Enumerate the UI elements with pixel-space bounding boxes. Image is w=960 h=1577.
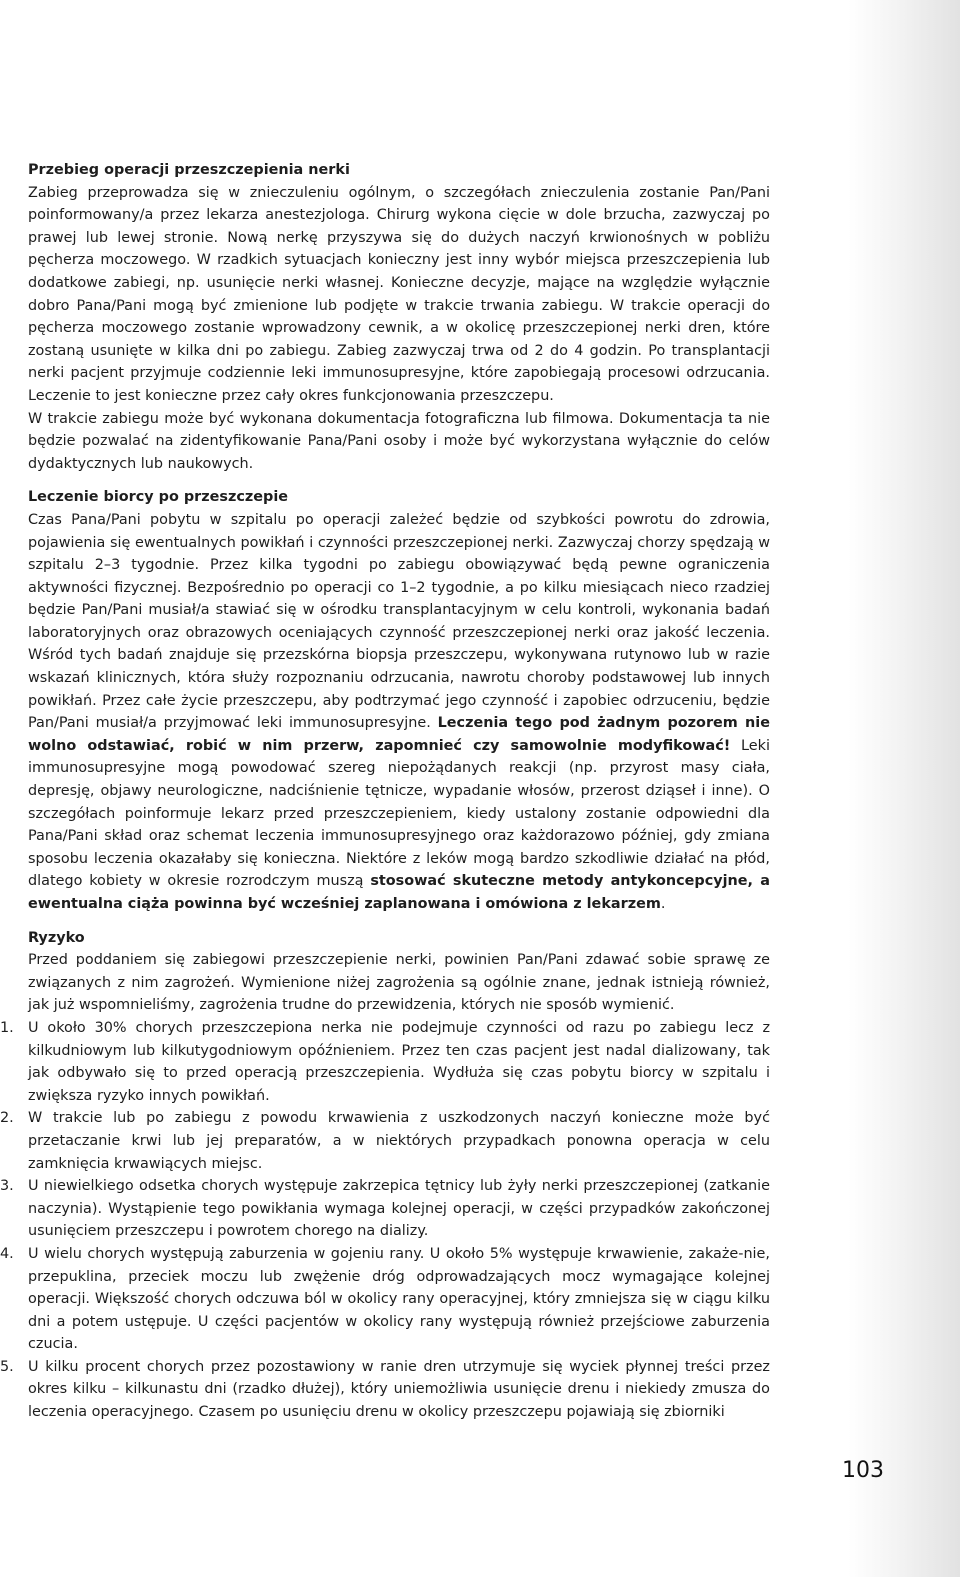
list-item-number: 5. (0, 1358, 14, 1375)
section-recipient-treatment (28, 486, 770, 915)
list-item (0, 1175, 770, 1243)
list-item-text: U kilku procent chorych przez pozostawiony w ranie dren utrzymuje się wyciek płynnej treści przez okres kilku – kilkunastu dni (rzadko dłużej), który uniemożliwia usunięcie drenu i niekiedy zmusza do leczenia operacyjnego. Czasem po usunięciu drenu w okolicy przeszczepu pojawiają się zbiorniki (28, 1358, 770, 1421)
treatment-warning-bold: Leczenia tego pod żadnym pozorem nie wolno odstawiać, robić w nim przerw, zapomnieć czy samowolnie modyfikować! (28, 715, 770, 754)
treatment-text-c: . (660, 896, 666, 912)
list-item-text: U około 30% chorych przeszczepiona nerka nie podejmuje czynności od razu po zabiegu lecz z kilkudniowym lub kilkutygodniowym opóźnieniem. Przez ten czas pacjent jest nadal dializowany, tak jak odbywało się to przed operacją przeszczepienia. Wydłuża się czas pobytu biorcy w szpitalu i zwiększa ryzyko innych powikłań. (28, 1019, 770, 1104)
list-item-number: 4. (0, 1245, 14, 1262)
list-item (0, 1107, 770, 1175)
paragraph-documentation-text: W trakcie zabiegu może być wykonana dokumentacja fotograficzna lub filmowa. Dokumentacja ta nie będzie pozwalać na zidentyfikowanie Pana/Pani osoby i może być wykorzystana wyłącznie do celów dydaktycznych lub naukowych. (28, 410, 770, 472)
list-item-text: U niewielkiego odsetka chorych występuje zakrzepica tętnicy lub żyły nerki przeszczepionej (zatkanie naczynia). Wystąpienie tego powikłania wymaga kolejnej operacji, w części przypadków zakończonej usunięciem przeszczepu i powrotem chorego na dializy. (28, 1178, 770, 1240)
treatment-text-b: Leki immunosupresyjne mogą powodować szereg niepożądanych reakcji (np. przyrost masy ciała, depresję, objawy neurologiczne, nadciśnienie tętnicze, wypadanie włosów, przerost dziąseł i inne). O szczegółach poinformuje lekarz przed przeszczepieniem, kiedy ustalony zostanie odpowiedni dla Pana/Pani skład oraz schemat leczenia immunosupresyjnego oraz każdorazowo później, gdy zmiana sposobu leczenia okazałaby się konieczna. Niektóre z leków mogą bardzo szkodliwie działać na płód, dlatego kobiety w okresie rozrodczym muszą (28, 737, 770, 890)
list-item (0, 1356, 770, 1424)
list-item-text: U wielu chorych występują zaburzenia w gojeniu rany. U około 5% występuje krwawienie, zakaże-nie, przepuklina, przeciek moczu lub zwężenie dróg odprowadzających mocz wymagające kolejnej operacji. Większość chorych odczuwa ból w okolicy rany operacyjnej, który zmniejsza się w ciągu kilku dni a potem ustępuje. U części pacjentów w okolicy rany występują również przejściowe zaburzenia czucia. (28, 1245, 770, 1353)
document-body (0, 159, 770, 1424)
paragraph-operation-text: Zabieg przeprowadza się w znieczuleniu ogólnym, o szczegółach znieczulenia zostanie Pan/Pani poinformowany/a przez lekarza anestezjologa. Chirurg wykona cięcie w dole brzucha, zazwyczaj po prawej lub lewej stronie. Nową nerkę przyszywa się do dużych naczyń krwionośnych w pobliżu pęcherza moczowego. W rzadkich sytuacjach konieczny jest inny wybór miejsca przeszczepienia lub dodatkowe zabiegi, np. usunięcie nerki własnej. Konieczne decyzje, mające na względzie wyłącznie dobro Pana/Pani mogą być zmienione lub podjęte w trakcie trwania zabiegu. W trakcie operacji do pęcherza moczowego zostanie wprowadzony cewnik, a w okolicę przeszczepionej nerki dren, które zostaną usunięte w kilka dni po zabiegu. Zabieg zazwyczaj trwa od 2 do 4 godzin. Po transplantacji nerki pacjent przyjmuje codziennie leki immunosupresyjne, które zapobiegają procesowi odrzucania. Leczenie to jest konieczne przez cały okres funkcjonowania przeszczepu. (28, 184, 770, 404)
section-heading-risk: Ryzyko (28, 929, 85, 946)
risk-list (0, 1017, 770, 1424)
paragraph-risk-intro: Przed poddaniem się zabiegowi przeszczepienie nerki, powinien Pan/Pani zdawać sobie sprawę ze związanych z nim zagrożeń. Wymienione niżej zagrożenia są ogólnie znane, jednak istnieją również, jak już wspomnieliśmy, zagrożenia trudne do przewidzenia, których nie sposób wymienić. (28, 952, 770, 1014)
list-item-number: 2. (0, 1110, 14, 1127)
paragraph-treatment (28, 509, 770, 916)
paragraph-documentation (28, 408, 770, 476)
section-risk (0, 927, 770, 1424)
list-item (0, 1243, 770, 1356)
list-item-text: W trakcie lub po zabiegu z powodu krwawienia z uszkodzonych naczyń konieczne może być przetaczanie krwi lub jej preparatów, a w niektórych przypadkach ponowna operacja w celu zamknięcia krwawiących miejsc. (28, 1110, 770, 1172)
treatment-text-a: Czas Pana/Pani pobytu w szpitalu po operacji zależeć będzie od szybkości powrotu do zdrowia, pojawienia się ewentualnych powikłań i czynności przeszczepionej nerki. Zazwyczaj chorzy spędzają w szpitalu 2–3 tygodnie. Przez kilka tygodni po zabiegu obowiązywać będą pewne ograniczenia aktywności fizycznej. Bezpośrednio po operacji co 1–2 tygodnie, a po kilku miesiącach nieco rzadziej będzie Pan/Pani musiał/a stawiać się w ośrodku transplantacyjnym w celu kontroli, wykonania badań laboratoryjnych oraz obrazowych oceniających czynność przeszczepionej nerki oraz jakość leczenia. Wśród tych badań znajduje się przezskórna biopsja przeszczepu, wykonywana rutynowo lub w razie wskazań klinicznych, która służy rozpoznaniu odrzucania, nawrotu choroby podstawowej lub innych powikłań. Przez całe życie przeszczepu, aby podtrzymać jego czynność i zapobiec odrzuceniu, będzie Pan/Pani musiał/a przyjmować leki immunosupresyjne. (28, 511, 770, 732)
page-number: 103 (842, 1458, 884, 1483)
list-item-number: 1. (0, 1019, 14, 1036)
paragraph-operation (28, 182, 770, 408)
section-heading-treatment: Leczenie biorcy po przeszczepie (28, 489, 289, 506)
page-edge-shading (848, 0, 960, 1577)
list-item-number: 3. (0, 1178, 14, 1195)
contraception-warning-bold: stosować skuteczne metody antykoncepcyjne, a ewentualna ciąża powinna być wcześniej zaplanowana i omówiona z lekarzem (28, 873, 770, 912)
section-heading-operation: Przebieg operacji przeszczepienia nerki (28, 162, 350, 178)
list-item (0, 1017, 770, 1107)
